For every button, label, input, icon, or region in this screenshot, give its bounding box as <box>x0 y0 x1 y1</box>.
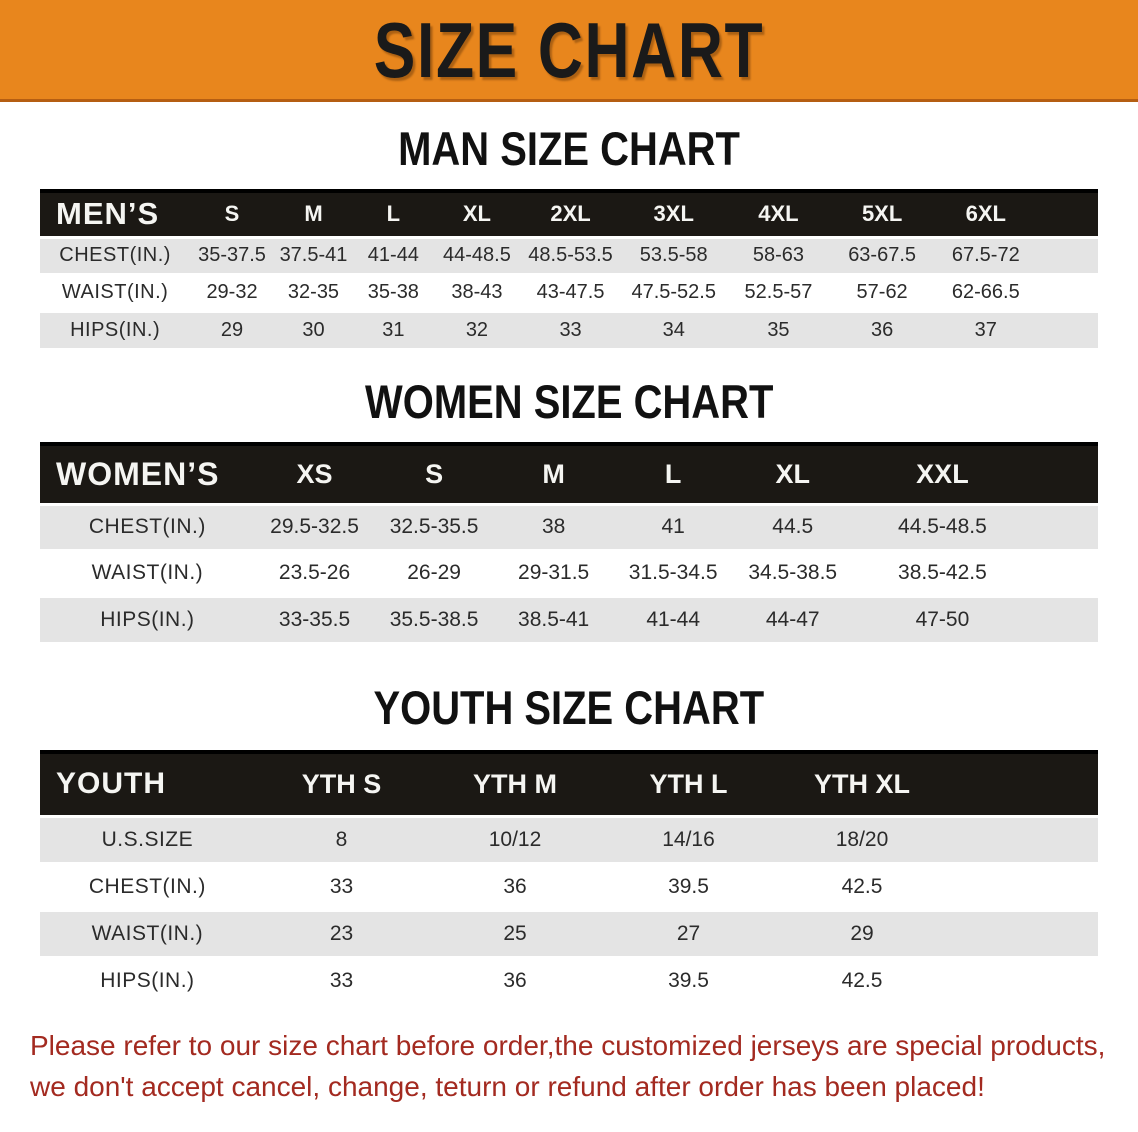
size-value-cell: 10/12 <box>428 816 602 863</box>
size-value-cell: 34 <box>621 311 727 348</box>
spacer-cell <box>949 910 1098 957</box>
size-value-cell: 52.5-57 <box>727 274 831 311</box>
size-value-cell: 38.5-41 <box>494 596 614 642</box>
size-value-cell: 29-31.5 <box>494 550 614 596</box>
measurement-row-label: WAIST(IN.) <box>40 274 190 311</box>
size-value-cell: 44.5-48.5 <box>853 504 1033 550</box>
group-label: MEN’S <box>40 191 190 237</box>
women-size-heading <box>0 375 1138 428</box>
size-value-cell: 37.5-41 <box>274 237 353 274</box>
size-value-cell: 41-44 <box>353 237 433 274</box>
size-value-cell: 38.5-42.5 <box>853 550 1033 596</box>
size-value-cell: 39.5 <box>602 863 776 910</box>
men-size-table <box>40 189 1098 348</box>
measurement-row-label: HIPS(IN.) <box>40 957 255 1004</box>
measurement-row <box>40 550 1098 596</box>
size-value-cell: 29 <box>190 311 274 348</box>
size-column-header: YTH XL <box>775 752 949 816</box>
size-column-header: S <box>374 444 494 504</box>
measurement-row <box>40 311 1098 348</box>
size-column-header: XS <box>255 444 375 504</box>
measurement-row <box>40 504 1098 550</box>
size-value-cell: 63-67.5 <box>830 237 934 274</box>
size-value-cell: 47-50 <box>853 596 1033 642</box>
size-value-cell: 42.5 <box>775 957 949 1004</box>
disclaimer-line-2: we don't accept cancel, change, teturn or refund after order has been placed! <box>30 1070 985 1102</box>
disclaimer-line-1: Please refer to our size chart before order,the customized jerseys are special products, <box>30 1030 1106 1061</box>
size-value-cell: 44-48.5 <box>434 237 521 274</box>
size-value-cell: 36 <box>428 957 602 1004</box>
size-value-cell: 33 <box>255 863 429 910</box>
size-header-row <box>40 752 1098 816</box>
measurement-row-label: CHEST(IN.) <box>40 237 190 274</box>
youth-size-table <box>40 750 1098 1004</box>
size-value-cell: 43-47.5 <box>520 274 621 311</box>
size-value-cell: 33 <box>255 957 429 1004</box>
size-value-cell: 58-63 <box>727 237 831 274</box>
size-column-header: M <box>274 191 353 237</box>
youth-size-heading <box>0 681 1138 734</box>
size-column-header: M <box>494 444 614 504</box>
spacer-cell <box>1038 191 1098 237</box>
size-column-header: 3XL <box>621 191 727 237</box>
spacer-cell <box>1038 311 1098 348</box>
spacer-cell <box>1032 444 1098 504</box>
size-value-cell: 47.5-52.5 <box>621 274 727 311</box>
size-value-cell: 41 <box>613 504 733 550</box>
size-value-cell: 34.5-38.5 <box>733 550 853 596</box>
size-value-cell: 38 <box>494 504 614 550</box>
spacer-cell <box>949 752 1098 816</box>
size-value-cell: 48.5-53.5 <box>520 237 621 274</box>
measurement-row <box>40 816 1098 863</box>
size-value-cell: 29.5-32.5 <box>255 504 375 550</box>
size-column-header: S <box>190 191 274 237</box>
size-value-cell: 42.5 <box>775 863 949 910</box>
size-value-cell: 30 <box>274 311 353 348</box>
size-header-row <box>40 191 1098 237</box>
measurement-row-label: WAIST(IN.) <box>40 910 255 957</box>
size-value-cell: 36 <box>830 311 934 348</box>
measurement-row <box>40 863 1098 910</box>
size-column-header: L <box>353 191 433 237</box>
size-column-header: XL <box>733 444 853 504</box>
group-label: YOUTH <box>40 752 255 816</box>
size-column-header: YTH M <box>428 752 602 816</box>
size-value-cell: 25 <box>428 910 602 957</box>
measurement-row-label: CHEST(IN.) <box>40 504 255 550</box>
size-value-cell: 38-43 <box>434 274 521 311</box>
size-value-cell: 18/20 <box>775 816 949 863</box>
man-size-heading <box>0 122 1138 175</box>
measurement-row <box>40 596 1098 642</box>
size-value-cell: 27 <box>602 910 776 957</box>
spacer-cell <box>949 957 1098 1004</box>
size-column-header: 5XL <box>830 191 934 237</box>
youth-size-heading-text: YOUTH SIZE CHART <box>373 681 765 734</box>
size-value-cell: 26-29 <box>374 550 494 596</box>
size-value-cell: 62-66.5 <box>934 274 1038 311</box>
size-value-cell: 23 <box>255 910 429 957</box>
size-value-cell: 39.5 <box>602 957 776 1004</box>
size-value-cell: 35-37.5 <box>190 237 274 274</box>
spacer-cell <box>1032 550 1098 596</box>
size-value-cell: 33-35.5 <box>255 596 375 642</box>
size-value-cell: 31.5-34.5 <box>613 550 733 596</box>
measurement-row-label: HIPS(IN.) <box>40 311 190 348</box>
size-column-header: YTH S <box>255 752 429 816</box>
size-value-cell: 36 <box>428 863 602 910</box>
order-disclaimer <box>30 1026 1138 1107</box>
size-column-header: 4XL <box>727 191 831 237</box>
size-column-header: L <box>613 444 733 504</box>
size-value-cell: 31 <box>353 311 433 348</box>
size-column-header: 2XL <box>520 191 621 237</box>
size-column-header: XL <box>434 191 521 237</box>
spacer-cell <box>1038 237 1098 274</box>
size-value-cell: 35.5-38.5 <box>374 596 494 642</box>
size-value-cell: 44-47 <box>733 596 853 642</box>
women-size-heading-text: WOMEN SIZE CHART <box>364 375 774 428</box>
size-value-cell: 57-62 <box>830 274 934 311</box>
size-value-cell: 8 <box>255 816 429 863</box>
measurement-row-label: U.S.SIZE <box>40 816 255 863</box>
size-column-header: 6XL <box>934 191 1038 237</box>
spacer-cell <box>949 863 1098 910</box>
size-value-cell: 41-44 <box>613 596 733 642</box>
measurement-row-label: HIPS(IN.) <box>40 596 255 642</box>
size-value-cell: 32 <box>434 311 521 348</box>
spacer-cell <box>1032 596 1098 642</box>
women-size-section <box>0 375 1138 642</box>
size-value-cell: 29 <box>775 910 949 957</box>
size-value-cell: 35-38 <box>353 274 433 311</box>
size-value-cell: 14/16 <box>602 816 776 863</box>
size-value-cell: 44.5 <box>733 504 853 550</box>
man-size-heading-text: MAN SIZE CHART <box>398 122 740 175</box>
group-label: WOMEN’S <box>40 444 255 504</box>
size-value-cell: 32-35 <box>274 274 353 311</box>
measurement-row <box>40 910 1098 957</box>
measurement-row <box>40 274 1098 311</box>
man-size-section <box>0 122 1138 348</box>
size-column-header: YTH L <box>602 752 776 816</box>
banner <box>0 0 1138 102</box>
measurement-row-label: WAIST(IN.) <box>40 550 255 596</box>
size-value-cell: 23.5-26 <box>255 550 375 596</box>
youth-size-section <box>0 681 1138 1004</box>
size-value-cell: 37 <box>934 311 1038 348</box>
measurement-row <box>40 237 1098 274</box>
spacer-cell <box>1038 274 1098 311</box>
size-column-header: XXL <box>853 444 1033 504</box>
women-size-table <box>40 442 1098 642</box>
size-value-cell: 33 <box>520 311 621 348</box>
size-value-cell: 29-32 <box>190 274 274 311</box>
banner-title: SIZE CHART <box>373 5 765 94</box>
measurement-row <box>40 957 1098 1004</box>
size-value-cell: 67.5-72 <box>934 237 1038 274</box>
spacer-cell <box>1032 504 1098 550</box>
size-value-cell: 53.5-58 <box>621 237 727 274</box>
size-value-cell: 32.5-35.5 <box>374 504 494 550</box>
size-value-cell: 35 <box>727 311 831 348</box>
size-header-row <box>40 444 1098 504</box>
measurement-row-label: CHEST(IN.) <box>40 863 255 910</box>
spacer-cell <box>949 816 1098 863</box>
